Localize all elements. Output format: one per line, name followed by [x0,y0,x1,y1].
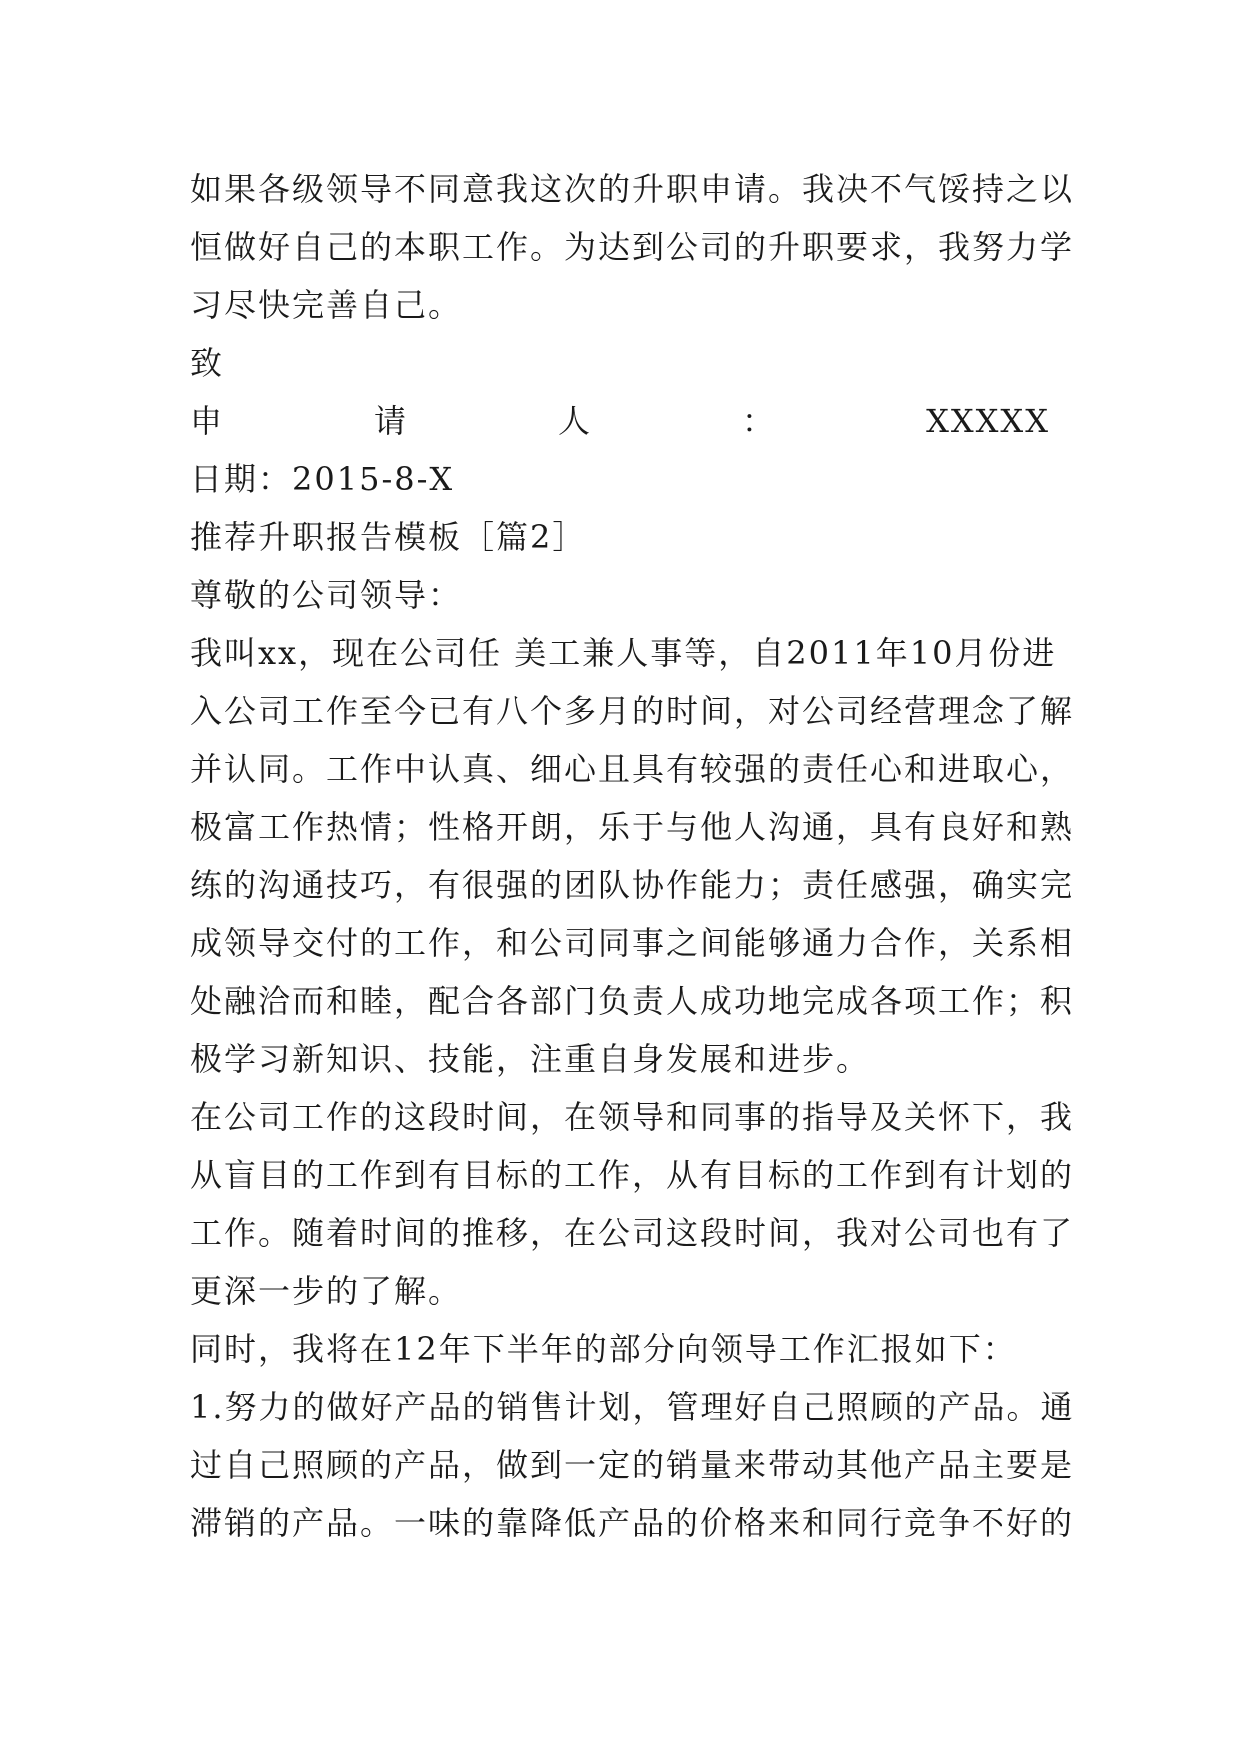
text-line: 在公司工作的这段时间，在领导和同事的指导及关怀下，我 [190,1098,1075,1136]
applicant-char: 人 [558,402,593,440]
text-line: 如果各级领导不同意我这次的升职申请。我决不气馁持之以 [190,170,1075,208]
text-line: 处融洽而和睦，配合各部门负责人成功地完成各项工作；积 [190,982,1075,1020]
applicant-line [190,392,1050,450]
text-line: 入公司工作至今已有八个多月的时间，对公司经营理念了解 [190,692,1075,730]
text-line: 同时，我将在12年下半年的部分向领导工作汇报如下： [190,1330,1017,1368]
text-line: 并认同。工作中认真、细心且具有较强的责任心和进取心， [190,750,1075,788]
text-line: 极学习新知识、技能，注重自身发展和进步。 [190,1040,871,1078]
text-line: 从盲目的工作到有目标的工作，从有目标的工作到有计划的 [190,1156,1075,1194]
text-line: 练的沟通技巧，有很强的团队协作能力；责任感强，确实完 [190,866,1075,904]
date-line: 日期：2015-8-X [190,460,455,498]
text-line: 1.努力的做好产品的销售计划，管理好自己照顾的产品。通 [190,1388,1075,1426]
salutation-line: 致 [190,344,225,382]
greeting-line: 尊敬的公司领导： [190,576,463,614]
text-line: 更深一步的了解。 [190,1272,463,1310]
applicant-value: XXXXX [926,402,1050,440]
applicant-char: 请 [374,402,409,440]
text-line: 成领导交付的工作，和公司同事之间能够通力合作，关系相 [190,924,1075,962]
text-line: 极富工作热情；性格开朗，乐于与他人沟通，具有良好和熟 [190,808,1075,846]
text-line: 习尽快完善自己。 [190,286,463,324]
text-line: 工作。随着时间的推移，在公司这段时间，我对公司也有了 [190,1214,1075,1252]
text-line: 过自己照顾的产品，做到一定的销量来带动其他产品主要是 [190,1446,1075,1484]
applicant-colon: ： [742,402,777,440]
text-line: 我叫xx，现在公司任 美工兼人事等，自2011年10月份进 [190,634,1057,672]
document-body [190,160,1075,1552]
text-line: 恒做好自己的本职工作。为达到公司的升职要求，我努力学 [190,228,1075,266]
applicant-char: 申 [190,402,225,440]
text-line: 滞销的产品。一味的靠降低产品的价格来和同行竞争不好的 [190,1504,1075,1542]
section-title: 推荐升职报告模板［篇2］ [190,518,587,556]
